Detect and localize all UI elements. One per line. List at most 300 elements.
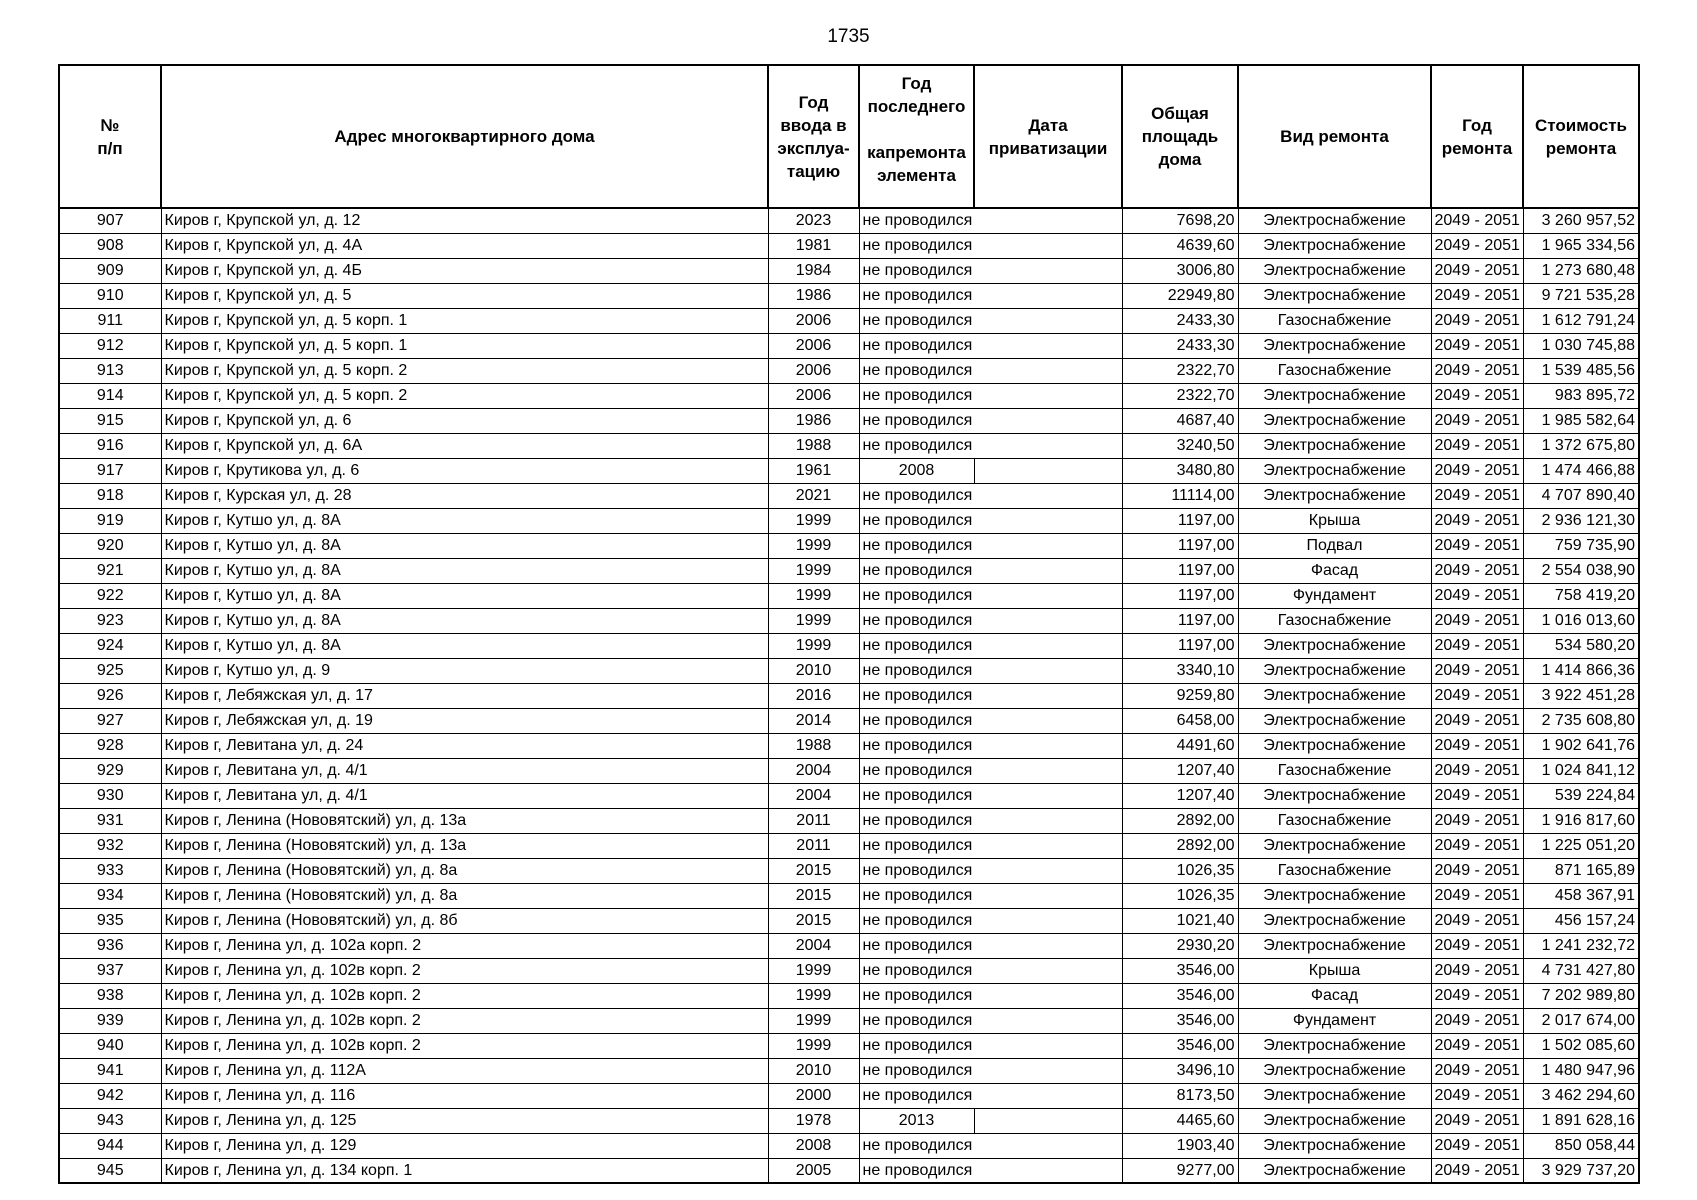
cell-repair-type: Фундамент <box>1238 1008 1431 1033</box>
cell-year-built: 2014 <box>768 708 859 733</box>
cell-repair-year: 2049 - 2051 <box>1431 733 1523 758</box>
cell-year-built: 2004 <box>768 933 859 958</box>
cell-repair-year: 2049 - 2051 <box>1431 608 1523 633</box>
cell-repair-year: 2049 - 2051 <box>1431 508 1523 533</box>
cell-repair-year: 2049 - 2051 <box>1431 558 1523 583</box>
cell-cost: 983 895,72 <box>1523 383 1639 408</box>
cell-area: 11114,00 <box>1122 483 1238 508</box>
cell-repair-year: 2049 - 2051 <box>1431 883 1523 908</box>
cell-repair-year: 2049 - 2051 <box>1431 408 1523 433</box>
cell-address: Киров г, Кутшо ул, д. 8А <box>161 558 768 583</box>
cell-repair-type: Электроснабжение <box>1238 283 1431 308</box>
table-row <box>59 283 1639 308</box>
cell-cost: 871 165,89 <box>1523 858 1639 883</box>
cell-area: 3240,50 <box>1122 433 1238 458</box>
cell-last-repair: не проводился <box>859 733 974 758</box>
cell-repair-type: Газоснабжение <box>1238 858 1431 883</box>
cell-year-built: 2004 <box>768 758 859 783</box>
cell-num: 941 <box>59 1058 161 1083</box>
cell-num: 943 <box>59 1108 161 1133</box>
cell-num: 923 <box>59 608 161 633</box>
cell-repair-year: 2049 - 2051 <box>1431 858 1523 883</box>
cell-cost: 1 016 013,60 <box>1523 608 1639 633</box>
cell-repair-type: Электроснабжение <box>1238 733 1431 758</box>
cell-repair-type: Электроснабжение <box>1238 333 1431 358</box>
cell-privatization <box>974 458 1122 483</box>
cell-address: Киров г, Кутшо ул, д. 8А <box>161 533 768 558</box>
cell-repair-type: Электроснабжение <box>1238 483 1431 508</box>
cell-area: 3546,00 <box>1122 983 1238 1008</box>
cell-num: 910 <box>59 283 161 308</box>
table-row <box>59 1033 1639 1058</box>
cell-repair-type: Электроснабжение <box>1238 258 1431 283</box>
cell-cost: 1 985 582,64 <box>1523 408 1639 433</box>
cell-repair-type: Газоснабжение <box>1238 358 1431 383</box>
cell-cost: 1 539 485,56 <box>1523 358 1639 383</box>
cell-year-built: 2006 <box>768 383 859 408</box>
cell-repair-year: 2049 - 2051 <box>1431 983 1523 1008</box>
cell-num: 918 <box>59 483 161 508</box>
cell-num: 920 <box>59 533 161 558</box>
cell-repair-type: Фасад <box>1238 558 1431 583</box>
cell-year-built: 2021 <box>768 483 859 508</box>
cell-area: 1207,40 <box>1122 758 1238 783</box>
cell-address: Киров г, Ленина ул, д. 125 <box>161 1108 768 1133</box>
cell-privatization <box>974 1008 1122 1033</box>
cell-address: Киров г, Ленина ул, д. 112А <box>161 1058 768 1083</box>
cell-address: Киров г, Левитана ул, д. 4/1 <box>161 758 768 783</box>
table-row <box>59 558 1639 583</box>
cell-privatization <box>974 558 1122 583</box>
cell-repair-year: 2049 - 2051 <box>1431 358 1523 383</box>
cell-year-built: 2006 <box>768 358 859 383</box>
cell-year-built: 1999 <box>768 583 859 608</box>
cell-area: 3546,00 <box>1122 1033 1238 1058</box>
cell-address: Киров г, Ленина ул, д. 116 <box>161 1083 768 1108</box>
cell-area: 9259,80 <box>1122 683 1238 708</box>
cell-repair-year: 2049 - 2051 <box>1431 233 1523 258</box>
table-row <box>59 408 1639 433</box>
cell-year-built: 2023 <box>768 208 859 233</box>
cell-repair-year: 2049 - 2051 <box>1431 1158 1523 1183</box>
cell-last-repair: не проводился <box>859 808 974 833</box>
cell-year-built: 1981 <box>768 233 859 258</box>
cell-cost: 3 922 451,28 <box>1523 683 1639 708</box>
cell-num: 912 <box>59 333 161 358</box>
cell-address: Киров г, Кутшо ул, д. 9 <box>161 658 768 683</box>
cell-repair-type: Электроснабжение <box>1238 658 1431 683</box>
cell-last-repair: не проводился <box>859 658 974 683</box>
cell-num: 944 <box>59 1133 161 1158</box>
cell-repair-type: Газоснабжение <box>1238 608 1431 633</box>
cell-area: 1197,00 <box>1122 633 1238 658</box>
cell-cost: 539 224,84 <box>1523 783 1639 808</box>
cell-year-built: 2005 <box>768 1158 859 1183</box>
cell-repair-type: Электроснабжение <box>1238 1133 1431 1158</box>
table-row <box>59 608 1639 633</box>
cell-area: 4687,40 <box>1122 408 1238 433</box>
cell-last-repair: не проводился <box>859 558 974 583</box>
cell-year-built: 1999 <box>768 533 859 558</box>
cell-area: 3480,80 <box>1122 458 1238 483</box>
cell-year-built: 1988 <box>768 733 859 758</box>
cell-num: 916 <box>59 433 161 458</box>
cell-last-repair: не проводился <box>859 533 974 558</box>
cell-repair-type: Фундамент <box>1238 583 1431 608</box>
cell-last-repair: не проводился <box>859 908 974 933</box>
cell-last-repair: 2008 <box>859 458 974 483</box>
cell-address: Киров г, Ленина ул, д. 102в корп. 2 <box>161 983 768 1008</box>
cell-last-repair: не проводился <box>859 258 974 283</box>
cell-last-repair: не проводился <box>859 758 974 783</box>
cell-cost: 3 929 737,20 <box>1523 1158 1639 1183</box>
cell-address: Киров г, Лебяжская ул, д. 17 <box>161 683 768 708</box>
cell-repair-type: Газоснабжение <box>1238 758 1431 783</box>
cell-last-repair: не проводился <box>859 783 974 808</box>
cell-address: Киров г, Ленина (Нововятский) ул, д. 13а <box>161 808 768 833</box>
cell-repair-year: 2049 - 2051 <box>1431 758 1523 783</box>
cell-last-repair: не проводился <box>859 508 974 533</box>
cell-cost: 1 030 745,88 <box>1523 333 1639 358</box>
cell-repair-year: 2049 - 2051 <box>1431 1108 1523 1133</box>
cell-repair-year: 2049 - 2051 <box>1431 683 1523 708</box>
cell-repair-year: 2049 - 2051 <box>1431 1083 1523 1108</box>
cell-last-repair: не проводился <box>859 833 974 858</box>
cell-year-built: 2011 <box>768 833 859 858</box>
cell-num: 938 <box>59 983 161 1008</box>
cell-last-repair: не проводился <box>859 883 974 908</box>
table-row <box>59 1133 1639 1158</box>
cell-num: 925 <box>59 658 161 683</box>
cell-repair-type: Электроснабжение <box>1238 233 1431 258</box>
cell-area: 22949,80 <box>1122 283 1238 308</box>
cell-cost: 1 024 841,12 <box>1523 758 1639 783</box>
cell-privatization <box>974 633 1122 658</box>
cell-repair-type: Электроснабжение <box>1238 783 1431 808</box>
cell-address: Киров г, Крупской ул, д. 6 <box>161 408 768 433</box>
table-row <box>59 1058 1639 1083</box>
cell-area: 2433,30 <box>1122 308 1238 333</box>
cell-repair-type: Газоснабжение <box>1238 808 1431 833</box>
cell-num: 936 <box>59 933 161 958</box>
cell-cost: 1 902 641,76 <box>1523 733 1639 758</box>
cell-repair-type: Электроснабжение <box>1238 408 1431 433</box>
cell-num: 922 <box>59 583 161 608</box>
cell-num: 932 <box>59 833 161 858</box>
cell-area: 1026,35 <box>1122 883 1238 908</box>
cell-repair-type: Электроснабжение <box>1238 1033 1431 1058</box>
table-row <box>59 1008 1639 1033</box>
cell-cost: 1 965 334,56 <box>1523 233 1639 258</box>
table-row <box>59 783 1639 808</box>
cell-privatization <box>974 308 1122 333</box>
cell-year-built: 2016 <box>768 683 859 708</box>
cell-address: Киров г, Кутшо ул, д. 8А <box>161 608 768 633</box>
cell-num: 915 <box>59 408 161 433</box>
cell-address: Киров г, Курская ул, д. 28 <box>161 483 768 508</box>
cell-year-built: 1999 <box>768 1008 859 1033</box>
cell-repair-type: Электроснабжение <box>1238 1083 1431 1108</box>
cell-last-repair: не проводился <box>859 633 974 658</box>
cell-num: 945 <box>59 1158 161 1183</box>
cell-privatization <box>974 358 1122 383</box>
cell-last-repair: не проводился <box>859 1008 974 1033</box>
cell-last-repair: не проводился <box>859 483 974 508</box>
cell-area: 6458,00 <box>1122 708 1238 733</box>
cell-privatization <box>974 1033 1122 1058</box>
cell-privatization <box>974 658 1122 683</box>
cell-repair-year: 2049 - 2051 <box>1431 783 1523 808</box>
cell-year-built: 1986 <box>768 283 859 308</box>
cell-repair-year: 2049 - 2051 <box>1431 908 1523 933</box>
cell-cost: 758 419,20 <box>1523 583 1639 608</box>
cell-privatization <box>974 933 1122 958</box>
cell-privatization <box>974 483 1122 508</box>
cell-cost: 850 058,44 <box>1523 1133 1639 1158</box>
cell-privatization <box>974 908 1122 933</box>
cell-area: 9277,00 <box>1122 1158 1238 1183</box>
cell-repair-year: 2049 - 2051 <box>1431 483 1523 508</box>
table-row <box>59 633 1639 658</box>
cell-repair-type: Газоснабжение <box>1238 308 1431 333</box>
cell-num: 934 <box>59 883 161 908</box>
cell-cost: 458 367,91 <box>1523 883 1639 908</box>
cell-cost: 1 502 085,60 <box>1523 1033 1639 1058</box>
cell-privatization <box>974 758 1122 783</box>
cell-repair-type: Электроснабжение <box>1238 383 1431 408</box>
table-row <box>59 208 1639 233</box>
cell-address: Киров г, Лебяжская ул, д. 19 <box>161 708 768 733</box>
cell-cost: 2 017 674,00 <box>1523 1008 1639 1033</box>
header-repair-year: Год ремонта <box>1431 65 1523 208</box>
header-address: Адрес многоквартирного дома <box>161 65 768 208</box>
cell-address: Киров г, Крупской ул, д. 5 корп. 1 <box>161 308 768 333</box>
cell-last-repair: не проводился <box>859 708 974 733</box>
cell-last-repair: не проводился <box>859 583 974 608</box>
cell-year-built: 2006 <box>768 308 859 333</box>
cell-address: Киров г, Ленина ул, д. 102в корп. 2 <box>161 958 768 983</box>
cell-last-repair: не проводился <box>859 608 974 633</box>
header-last-repair: Год последнего капремонта элемента <box>859 65 974 208</box>
cell-privatization <box>974 708 1122 733</box>
cell-repair-type: Электроснабжение <box>1238 1108 1431 1133</box>
cell-cost: 1 474 466,88 <box>1523 458 1639 483</box>
cell-address: Киров г, Кутшо ул, д. 8А <box>161 583 768 608</box>
table-row <box>59 383 1639 408</box>
cell-privatization <box>974 1108 1122 1133</box>
cell-repair-type: Электроснабжение <box>1238 633 1431 658</box>
table-row <box>59 358 1639 383</box>
cell-year-built: 2000 <box>768 1083 859 1108</box>
cell-num: 939 <box>59 1008 161 1033</box>
cell-area: 3546,00 <box>1122 1008 1238 1033</box>
cell-year-built: 1999 <box>768 958 859 983</box>
table-row <box>59 508 1639 533</box>
cell-repair-type: Электроснабжение <box>1238 708 1431 733</box>
cell-cost: 456 157,24 <box>1523 908 1639 933</box>
cell-repair-year: 2049 - 2051 <box>1431 933 1523 958</box>
cell-repair-year: 2049 - 2051 <box>1431 1058 1523 1083</box>
cell-area: 1197,00 <box>1122 583 1238 608</box>
cell-area: 2930,20 <box>1122 933 1238 958</box>
cell-privatization <box>974 858 1122 883</box>
cell-cost: 4 731 427,80 <box>1523 958 1639 983</box>
cell-cost: 2 735 608,80 <box>1523 708 1639 733</box>
cell-num: 942 <box>59 1083 161 1108</box>
cell-year-built: 1988 <box>768 433 859 458</box>
cell-area: 3496,10 <box>1122 1058 1238 1083</box>
table-row <box>59 933 1639 958</box>
cell-area: 8173,50 <box>1122 1083 1238 1108</box>
cell-cost: 1 916 817,60 <box>1523 808 1639 833</box>
cell-cost: 1 891 628,16 <box>1523 1108 1639 1133</box>
cell-address: Киров г, Ленина ул, д. 102в корп. 2 <box>161 1008 768 1033</box>
cell-area: 7698,20 <box>1122 208 1238 233</box>
cell-repair-type: Крыша <box>1238 958 1431 983</box>
cell-repair-year: 2049 - 2051 <box>1431 533 1523 558</box>
cell-privatization <box>974 208 1122 233</box>
cell-cost: 9 721 535,28 <box>1523 283 1639 308</box>
cell-privatization <box>974 783 1122 808</box>
cell-repair-type: Электроснабжение <box>1238 1158 1431 1183</box>
cell-num: 929 <box>59 758 161 783</box>
cell-privatization <box>974 233 1122 258</box>
cell-privatization <box>974 258 1122 283</box>
cell-repair-year: 2049 - 2051 <box>1431 833 1523 858</box>
table-row <box>59 1108 1639 1133</box>
cell-last-repair: не проводился <box>859 333 974 358</box>
cell-address: Киров г, Кутшо ул, д. 8А <box>161 633 768 658</box>
cell-year-built: 1999 <box>768 983 859 1008</box>
cell-repair-year: 2049 - 2051 <box>1431 583 1523 608</box>
cell-address: Киров г, Крутикова ул, д. 6 <box>161 458 768 483</box>
cell-year-built: 1999 <box>768 608 859 633</box>
table-row <box>59 983 1639 1008</box>
cell-address: Киров г, Крупской ул, д. 4Б <box>161 258 768 283</box>
table-row <box>59 658 1639 683</box>
cell-last-repair: не проводился <box>859 408 974 433</box>
cell-address: Киров г, Ленина ул, д. 102а корп. 2 <box>161 933 768 958</box>
table-row <box>59 858 1639 883</box>
cell-last-repair: не проводился <box>859 683 974 708</box>
header-cost: Стоимость ремонта <box>1523 65 1639 208</box>
cell-area: 1197,00 <box>1122 508 1238 533</box>
cell-area: 2892,00 <box>1122 833 1238 858</box>
cell-last-repair: не проводился <box>859 383 974 408</box>
table-body <box>59 208 1639 1183</box>
cell-cost: 3 260 957,52 <box>1523 208 1639 233</box>
cell-area: 4491,60 <box>1122 733 1238 758</box>
cell-area: 2322,70 <box>1122 383 1238 408</box>
cell-address: Киров г, Крупской ул, д. 12 <box>161 208 768 233</box>
cell-last-repair: не проводился <box>859 958 974 983</box>
cell-privatization <box>974 1058 1122 1083</box>
cell-cost: 1 372 675,80 <box>1523 433 1639 458</box>
cell-cost: 1 480 947,96 <box>1523 1058 1639 1083</box>
cell-num: 919 <box>59 508 161 533</box>
cell-year-built: 1999 <box>768 558 859 583</box>
cell-address: Киров г, Ленина ул, д. 129 <box>161 1133 768 1158</box>
header-area: Общая площадь дома <box>1122 65 1238 208</box>
cell-repair-year: 2049 - 2051 <box>1431 808 1523 833</box>
cell-year-built: 1961 <box>768 458 859 483</box>
cell-num: 924 <box>59 633 161 658</box>
cell-address: Киров г, Крупской ул, д. 5 корп. 1 <box>161 333 768 358</box>
cell-privatization <box>974 608 1122 633</box>
cell-address: Киров г, Левитана ул, д. 24 <box>161 733 768 758</box>
table-row <box>59 1083 1639 1108</box>
cell-last-repair: не проводился <box>859 233 974 258</box>
cell-privatization <box>974 408 1122 433</box>
cell-address: Киров г, Кутшо ул, д. 8А <box>161 508 768 533</box>
cell-year-built: 2015 <box>768 858 859 883</box>
cell-repair-year: 2049 - 2051 <box>1431 1133 1523 1158</box>
table-header-row <box>59 65 1639 208</box>
cell-address: Киров г, Ленина (Нововятский) ул, д. 13а <box>161 833 768 858</box>
cell-address: Киров г, Ленина ул, д. 134 корп. 1 <box>161 1158 768 1183</box>
cell-address: Киров г, Ленина ул, д. 102в корп. 2 <box>161 1033 768 1058</box>
header-year-built: Год ввода в эксплуа- тацию <box>768 65 859 208</box>
cell-repair-year: 2049 - 2051 <box>1431 258 1523 283</box>
cell-area: 2433,30 <box>1122 333 1238 358</box>
cell-area: 1197,00 <box>1122 558 1238 583</box>
cell-num: 927 <box>59 708 161 733</box>
header-privatization: Дата приватизации <box>974 65 1122 208</box>
table-row <box>59 583 1639 608</box>
page-number: 1735 <box>827 26 870 47</box>
cell-cost: 3 462 294,60 <box>1523 1083 1639 1108</box>
cell-repair-year: 2049 - 2051 <box>1431 1008 1523 1033</box>
cell-last-repair: 2013 <box>859 1108 974 1133</box>
cell-area: 4639,60 <box>1122 233 1238 258</box>
cell-year-built: 1999 <box>768 508 859 533</box>
cell-repair-year: 2049 - 2051 <box>1431 458 1523 483</box>
cell-year-built: 1999 <box>768 1033 859 1058</box>
table-row <box>59 833 1639 858</box>
cell-cost: 1 612 791,24 <box>1523 308 1639 333</box>
cell-privatization <box>974 283 1122 308</box>
cell-last-repair: не проводился <box>859 433 974 458</box>
cell-repair-year: 2049 - 2051 <box>1431 1033 1523 1058</box>
cell-privatization <box>974 1133 1122 1158</box>
cell-cost: 2 554 038,90 <box>1523 558 1639 583</box>
cell-privatization <box>974 833 1122 858</box>
cell-repair-type: Электроснабжение <box>1238 833 1431 858</box>
cell-repair-type: Электроснабжение <box>1238 933 1431 958</box>
cell-address: Киров г, Крупской ул, д. 5 <box>161 283 768 308</box>
cell-year-built: 2008 <box>768 1133 859 1158</box>
cell-year-built: 2015 <box>768 908 859 933</box>
cell-privatization <box>974 508 1122 533</box>
table-row <box>59 733 1639 758</box>
cell-last-repair: не проводился <box>859 1083 974 1108</box>
cell-repair-type: Фасад <box>1238 983 1431 1008</box>
table-row <box>59 883 1639 908</box>
cell-address: Киров г, Ленина (Нововятский) ул, д. 8а <box>161 858 768 883</box>
cell-num: 907 <box>59 208 161 233</box>
cell-privatization <box>974 383 1122 408</box>
cell-last-repair: не проводился <box>859 1058 974 1083</box>
cell-privatization <box>974 1083 1122 1108</box>
cell-num: 921 <box>59 558 161 583</box>
cell-num: 917 <box>59 458 161 483</box>
cell-num: 930 <box>59 783 161 808</box>
table-row <box>59 433 1639 458</box>
cell-year-built: 1984 <box>768 258 859 283</box>
table-row <box>59 958 1639 983</box>
cell-privatization <box>974 733 1122 758</box>
cell-num: 908 <box>59 233 161 258</box>
